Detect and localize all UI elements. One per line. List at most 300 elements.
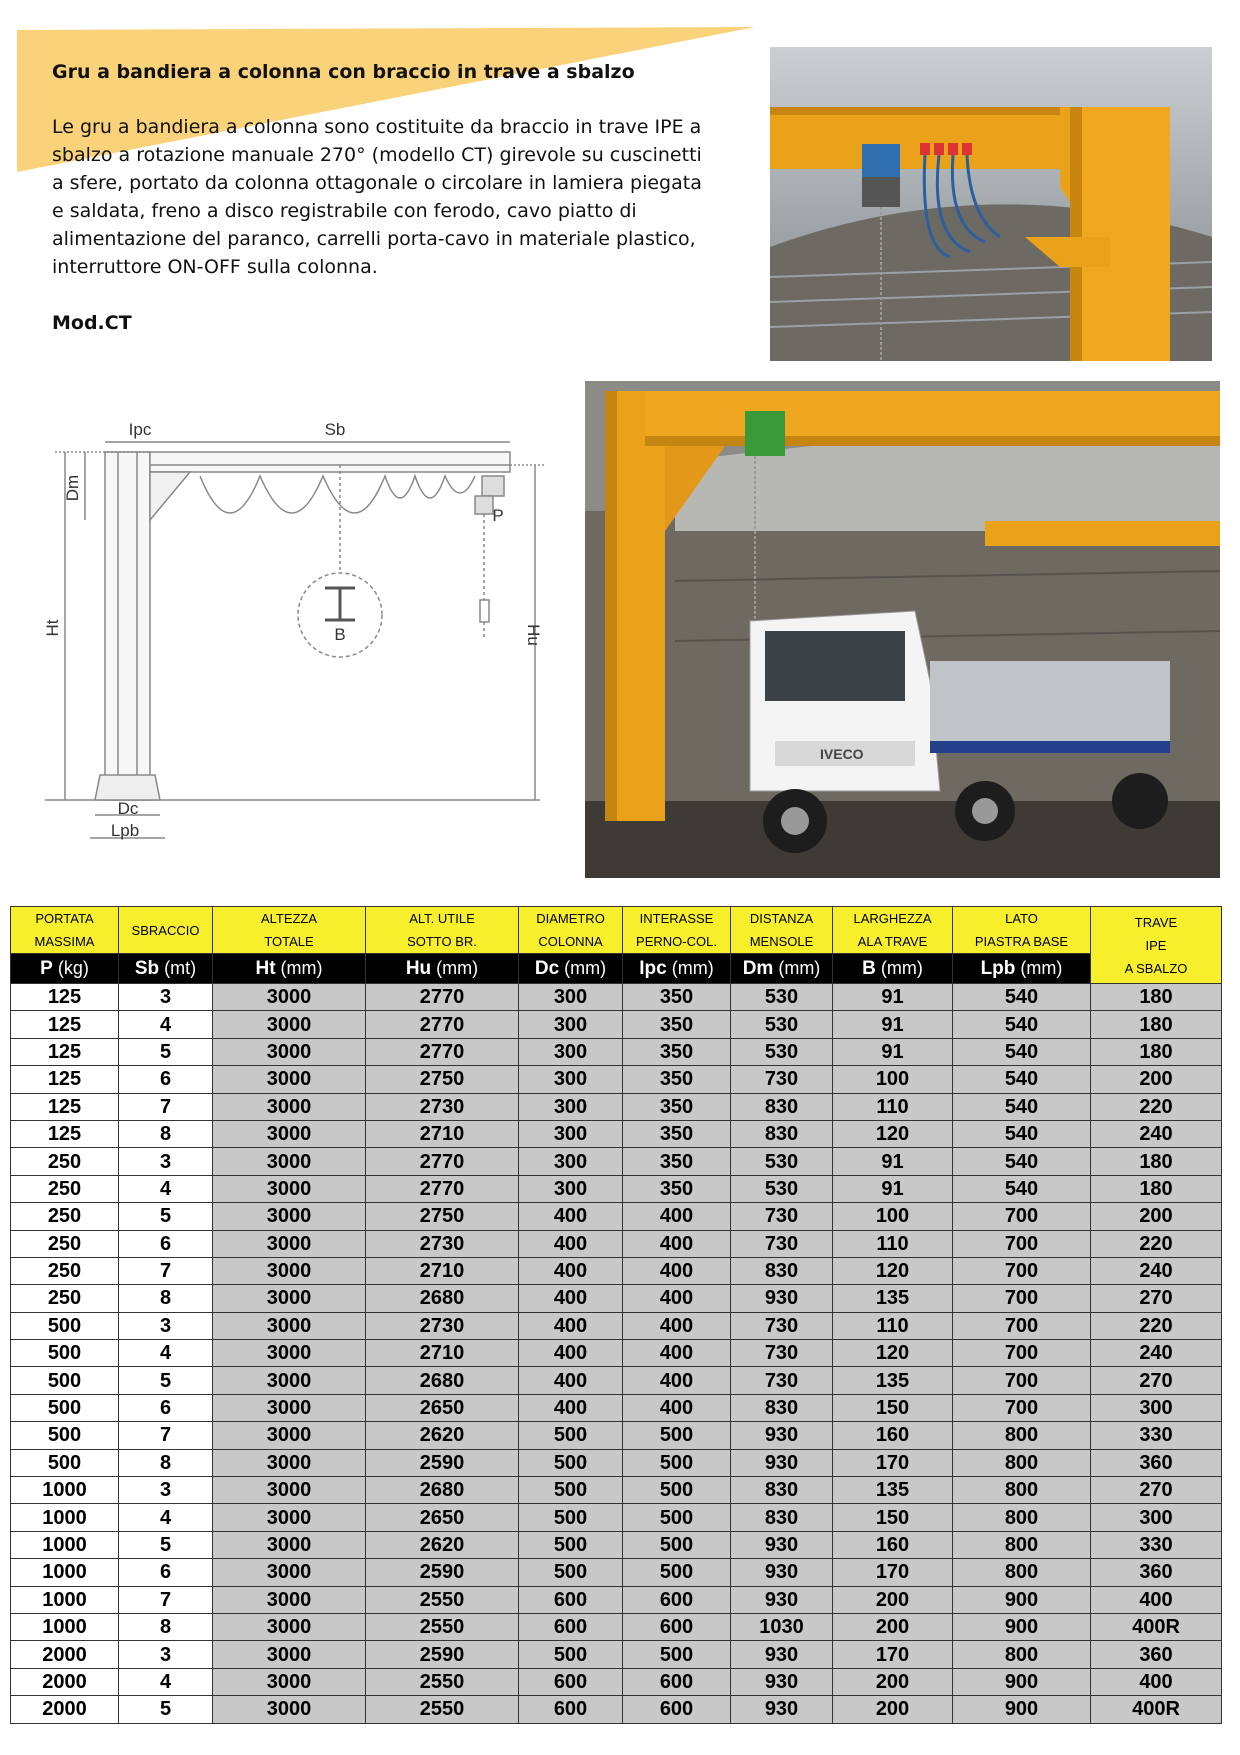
table-cell: 3000 [213, 1285, 366, 1312]
table-cell: 125 [11, 1093, 119, 1120]
table-cell: 1030 [731, 1613, 833, 1640]
table-cell: 3000 [213, 1175, 366, 1202]
table-cell: 100 [833, 1066, 953, 1093]
table-cell: 350 [623, 1148, 731, 1175]
table-cell: 3000 [213, 1696, 366, 1723]
table-cell: 400 [623, 1340, 731, 1367]
table-cell: 300 [519, 1038, 623, 1065]
table-cell: 930 [731, 1422, 833, 1449]
table-row [11, 1504, 1222, 1531]
table-cell: 100 [833, 1203, 953, 1230]
table-cell: 830 [731, 1394, 833, 1421]
table-cell: 500 [519, 1477, 623, 1504]
table-cell: 270 [1091, 1367, 1222, 1394]
table-row [11, 1613, 1222, 1640]
table-cell: 540 [953, 1148, 1091, 1175]
table-cell: 930 [731, 1449, 833, 1476]
table-cell: 2730 [366, 1230, 519, 1257]
table-cell: 270 [1091, 1285, 1222, 1312]
table-cell: 3000 [213, 1504, 366, 1531]
table-cell: 530 [731, 1148, 833, 1175]
table-cell: 800 [953, 1422, 1091, 1449]
table-cell: 240 [1091, 1257, 1222, 1284]
table-cell: 700 [953, 1312, 1091, 1339]
table-cell: 250 [11, 1230, 119, 1257]
table-cell: 3000 [213, 984, 366, 1011]
table-cell: 3000 [213, 1203, 366, 1230]
table-cell: 2650 [366, 1504, 519, 1531]
table-cell: 170 [833, 1449, 953, 1476]
table-cell: 5 [119, 1367, 213, 1394]
table-cell: 91 [833, 1148, 953, 1175]
table-row [11, 1257, 1222, 1284]
table-cell: 3 [119, 1641, 213, 1668]
table-cell: 110 [833, 1093, 953, 1120]
table-cell: 1000 [11, 1504, 119, 1531]
table-cell: 540 [953, 984, 1091, 1011]
table-cell: 700 [953, 1230, 1091, 1257]
table-cell: 400 [1091, 1586, 1222, 1613]
table-cell: 200 [833, 1696, 953, 1723]
table-cell: 240 [1091, 1120, 1222, 1147]
table-cell: 7 [119, 1257, 213, 1284]
table-cell: 3000 [213, 1148, 366, 1175]
table-cell: 400 [519, 1203, 623, 1230]
table-cell: 600 [623, 1696, 731, 1723]
table-cell: 930 [731, 1531, 833, 1558]
table-cell: 150 [833, 1504, 953, 1531]
table-row [11, 1422, 1222, 1449]
table-cell: 180 [1091, 1011, 1222, 1038]
table-cell: 2710 [366, 1120, 519, 1147]
table-cell: 180 [1091, 1148, 1222, 1175]
table-row [11, 1340, 1222, 1367]
table-cell: 600 [519, 1696, 623, 1723]
col-header-altezza: ALTEZZA TOTALE [213, 907, 366, 954]
table-cell: 3000 [213, 1559, 366, 1586]
table-row [11, 1203, 1222, 1230]
table-cell: 930 [731, 1668, 833, 1695]
table-row [11, 1531, 1222, 1558]
table-cell: 350 [623, 1093, 731, 1120]
label-ht: Ht [43, 619, 62, 637]
table-cell: 800 [953, 1641, 1091, 1668]
table-cell: 400 [623, 1285, 731, 1312]
table-cell: 1000 [11, 1531, 119, 1558]
table-cell: 300 [1091, 1504, 1222, 1531]
table-row [11, 1011, 1222, 1038]
table-cell: 300 [519, 1093, 623, 1120]
table-cell: 330 [1091, 1531, 1222, 1558]
table-cell: 300 [519, 1148, 623, 1175]
col-header-interasse: INTERASSE PERNO-COL. [623, 907, 731, 954]
table-cell: 3000 [213, 1011, 366, 1038]
table-cell: 730 [731, 1367, 833, 1394]
table-cell: 400 [623, 1394, 731, 1421]
table-cell: 180 [1091, 1175, 1222, 1202]
table-cell: 170 [833, 1641, 953, 1668]
table-cell: 700 [953, 1367, 1091, 1394]
table-cell: 500 [519, 1504, 623, 1531]
table-cell: 120 [833, 1120, 953, 1147]
table-cell: 350 [623, 1175, 731, 1202]
table-cell: 2590 [366, 1449, 519, 1476]
table-row [11, 1668, 1222, 1695]
table-cell: 730 [731, 1203, 833, 1230]
table-cell: 540 [953, 1120, 1091, 1147]
table-cell: 2550 [366, 1586, 519, 1613]
table-cell: 3 [119, 1312, 213, 1339]
table-cell: 500 [11, 1449, 119, 1476]
table-cell: 2000 [11, 1641, 119, 1668]
label-p: P [492, 506, 504, 525]
table-row [11, 1230, 1222, 1257]
crane-technical-diagram [40, 410, 560, 850]
table-cell: 500 [11, 1340, 119, 1367]
table-cell: 350 [623, 1038, 731, 1065]
table-cell: 700 [953, 1394, 1091, 1421]
table-cell: 500 [623, 1641, 731, 1668]
table-cell: 135 [833, 1477, 953, 1504]
table-cell: 3000 [213, 1394, 366, 1421]
table-cell: 1000 [11, 1477, 119, 1504]
table-cell: 200 [833, 1613, 953, 1640]
table-cell: 730 [731, 1066, 833, 1093]
table-cell: 2680 [366, 1285, 519, 1312]
table-cell: 4 [119, 1668, 213, 1695]
table-cell: 3000 [213, 1641, 366, 1668]
table-cell: 600 [519, 1586, 623, 1613]
table-row [11, 1312, 1222, 1339]
table-cell: 2770 [366, 984, 519, 1011]
table-cell: 530 [731, 984, 833, 1011]
table-cell: 2620 [366, 1531, 519, 1558]
table-cell: 2000 [11, 1668, 119, 1695]
table-cell: 400 [623, 1312, 731, 1339]
label-sb: Sb [324, 420, 346, 439]
table-cell: 170 [833, 1559, 953, 1586]
table-cell: 900 [953, 1586, 1091, 1613]
table-cell: 2680 [366, 1367, 519, 1394]
table-cell: 500 [519, 1559, 623, 1586]
table-cell: 2730 [366, 1093, 519, 1120]
header-row-symbols [11, 954, 1222, 984]
table-cell: 3000 [213, 1120, 366, 1147]
table-cell: 8 [119, 1613, 213, 1640]
header-row-labels [11, 907, 1222, 954]
table-cell: 250 [11, 1203, 119, 1230]
crane-truck-photo [585, 381, 1220, 878]
table-cell: 120 [833, 1340, 953, 1367]
table-cell: 3000 [213, 1613, 366, 1640]
table-cell: 350 [623, 1066, 731, 1093]
table-cell: 91 [833, 1038, 953, 1065]
table-cell: 91 [833, 1175, 953, 1202]
table-cell: 600 [519, 1613, 623, 1640]
table-cell: 110 [833, 1230, 953, 1257]
table-cell: 120 [833, 1257, 953, 1284]
intro-section [52, 58, 712, 337]
table-cell: 400 [623, 1367, 731, 1394]
table-row [11, 1038, 1222, 1065]
table-cell: 800 [953, 1531, 1091, 1558]
table-cell: 7 [119, 1093, 213, 1120]
table-cell: 730 [731, 1230, 833, 1257]
table-cell: 3 [119, 984, 213, 1011]
col-header-alt-utile: ALT. UTILE SOTTO BR. [366, 907, 519, 954]
table-cell: 3000 [213, 1312, 366, 1339]
label-hu: Hu [524, 624, 543, 646]
table-cell: 5 [119, 1696, 213, 1723]
table-cell: 500 [623, 1449, 731, 1476]
col-symbol-hu: Hu (mm) [366, 954, 519, 984]
col-header-lato: LATO PIASTRA BASE [953, 907, 1091, 954]
table-cell: 125 [11, 1038, 119, 1065]
table-cell: 700 [953, 1203, 1091, 1230]
table-cell: 8 [119, 1449, 213, 1476]
table-cell: 2710 [366, 1340, 519, 1367]
col-header-distanza: DISTANZA MENSOLE [731, 907, 833, 954]
table-cell: 830 [731, 1477, 833, 1504]
table-cell: 900 [953, 1668, 1091, 1695]
table-cell: 400 [1091, 1668, 1222, 1695]
table-cell: 800 [953, 1477, 1091, 1504]
table-row [11, 1066, 1222, 1093]
table-cell: 900 [953, 1613, 1091, 1640]
table-cell: 220 [1091, 1230, 1222, 1257]
table-cell: 3000 [213, 1340, 366, 1367]
table-cell: 500 [623, 1531, 731, 1558]
table-cell: 3000 [213, 1668, 366, 1695]
table-cell: 2650 [366, 1394, 519, 1421]
table-cell: 930 [731, 1641, 833, 1668]
table-cell: 530 [731, 1011, 833, 1038]
table-cell: 800 [953, 1504, 1091, 1531]
table-cell: 830 [731, 1093, 833, 1120]
table-cell: 350 [623, 1011, 731, 1038]
table-cell: 500 [11, 1367, 119, 1394]
table-cell: 400 [519, 1285, 623, 1312]
table-cell: 160 [833, 1422, 953, 1449]
col-header-diametro: DIAMETRO COLONNA [519, 907, 623, 954]
table-cell: 330 [1091, 1422, 1222, 1449]
table-cell: 3000 [213, 1230, 366, 1257]
table-cell: 125 [11, 1066, 119, 1093]
table-cell: 350 [623, 984, 731, 1011]
col-header-sbraccio: SBRACCIO [119, 907, 213, 954]
table-cell: 220 [1091, 1093, 1222, 1120]
table-cell: 250 [11, 1148, 119, 1175]
table-cell: 830 [731, 1120, 833, 1147]
table-row [11, 1641, 1222, 1668]
table-cell: 2620 [366, 1422, 519, 1449]
table-cell: 3000 [213, 1531, 366, 1558]
specs-table-container [10, 906, 1221, 1724]
table-cell: 600 [623, 1613, 731, 1640]
table-cell: 500 [623, 1422, 731, 1449]
table-cell: 3000 [213, 1367, 366, 1394]
table-cell: 125 [11, 1011, 119, 1038]
table-cell: 830 [731, 1504, 833, 1531]
table-cell: 400 [519, 1230, 623, 1257]
table-cell: 125 [11, 1120, 119, 1147]
table-cell: 2730 [366, 1312, 519, 1339]
table-cell: 530 [731, 1038, 833, 1065]
table-cell: 2550 [366, 1613, 519, 1640]
table-cell: 3000 [213, 1449, 366, 1476]
table-cell: 930 [731, 1285, 833, 1312]
table-cell: 4 [119, 1504, 213, 1531]
table-cell: 270 [1091, 1477, 1222, 1504]
table-cell: 3000 [213, 1093, 366, 1120]
table-cell: 900 [953, 1696, 1091, 1723]
col-symbol-ht: Ht (mm) [213, 954, 366, 984]
crane-arm-photo [770, 47, 1212, 361]
table-cell: 600 [519, 1668, 623, 1695]
table-row [11, 1586, 1222, 1613]
table-cell: 400 [519, 1394, 623, 1421]
description-paragraph: Le gru a bandiera a colonna sono costituite da braccio in trave IPE a sbalzo a rotazione manuale 270° (modello CT) girevole su cuscinetti a sfere, portato da colonna ottagonale o circolare in lamiera piegata e saldata, freno a disco registrabile con ferodo, cavo piatto di alimentazione del paranco, carrelli porta-cavo in materiale plastico, interruttore ON-OFF sulla colonna. [52, 116, 702, 278]
table-cell: 91 [833, 1011, 953, 1038]
table-cell: 8 [119, 1285, 213, 1312]
table-cell: 240 [1091, 1340, 1222, 1367]
table-cell: 3000 [213, 1422, 366, 1449]
table-cell: 400 [623, 1203, 731, 1230]
table-cell: 200 [1091, 1203, 1222, 1230]
col-header-portata: PORTATA MASSIMA [11, 907, 119, 954]
table-cell: 2770 [366, 1175, 519, 1202]
table-cell: 200 [833, 1586, 953, 1613]
table-cell: 135 [833, 1285, 953, 1312]
table-cell: 500 [623, 1477, 731, 1504]
table-row [11, 984, 1222, 1011]
table-cell: 3000 [213, 1477, 366, 1504]
col-symbol-lpb: Lpb (mm) [953, 954, 1091, 984]
table-cell: 5 [119, 1531, 213, 1558]
table-cell: 500 [623, 1504, 731, 1531]
table-cell: 700 [953, 1285, 1091, 1312]
col-symbol-sb: Sb (mt) [119, 954, 213, 984]
table-cell: 150 [833, 1394, 953, 1421]
table-cell: 500 [11, 1422, 119, 1449]
table-cell: 930 [731, 1696, 833, 1723]
table-cell: 400 [519, 1312, 623, 1339]
table-row [11, 1285, 1222, 1312]
label-lpb: Lpb [110, 821, 140, 840]
col-symbol-p: P (kg) [11, 954, 119, 984]
table-cell: 730 [731, 1312, 833, 1339]
table-cell: 700 [953, 1257, 1091, 1284]
label-dm: Dm [63, 474, 82, 502]
specs-table-body [11, 984, 1222, 1724]
table-cell: 300 [519, 1011, 623, 1038]
table-cell: 540 [953, 1175, 1091, 1202]
table-cell: 2590 [366, 1641, 519, 1668]
table-cell: 2550 [366, 1696, 519, 1723]
table-cell: 4 [119, 1175, 213, 1202]
table-cell: 91 [833, 984, 953, 1011]
table-cell: 6 [119, 1394, 213, 1421]
table-cell: 400 [519, 1367, 623, 1394]
label-ipc: Ipc [128, 420, 152, 439]
table-cell: 400 [519, 1257, 623, 1284]
table-cell: 2550 [366, 1668, 519, 1695]
table-cell: 400 [623, 1257, 731, 1284]
table-cell: 135 [833, 1367, 953, 1394]
table-cell: 1000 [11, 1559, 119, 1586]
table-cell: 500 [519, 1641, 623, 1668]
table-cell: 2000 [11, 1696, 119, 1723]
table-cell: 160 [833, 1531, 953, 1558]
table-row [11, 1093, 1222, 1120]
table-cell: 2680 [366, 1477, 519, 1504]
table-cell: 700 [953, 1340, 1091, 1367]
table-cell: 500 [519, 1422, 623, 1449]
col-header-larghezza: LARGHEZZA ALA TRAVE [833, 907, 953, 954]
table-cell: 540 [953, 1093, 1091, 1120]
table-cell: 360 [1091, 1641, 1222, 1668]
table-cell: 125 [11, 984, 119, 1011]
table-cell: 930 [731, 1559, 833, 1586]
table-cell: 2770 [366, 1038, 519, 1065]
table-cell: 2590 [366, 1559, 519, 1586]
table-row [11, 1394, 1222, 1421]
table-cell: 300 [519, 1175, 623, 1202]
table-row [11, 1477, 1222, 1504]
table-cell: 4 [119, 1340, 213, 1367]
table-row [11, 1175, 1222, 1202]
table-cell: 200 [1091, 1066, 1222, 1093]
table-cell: 600 [623, 1586, 731, 1613]
table-cell: 7 [119, 1586, 213, 1613]
table-cell: 3000 [213, 1586, 366, 1613]
table-cell: 400R [1091, 1696, 1222, 1723]
table-cell: 180 [1091, 1038, 1222, 1065]
table-cell: 3 [119, 1477, 213, 1504]
table-cell: 6 [119, 1066, 213, 1093]
table-cell: 200 [833, 1668, 953, 1695]
table-cell: 6 [119, 1230, 213, 1257]
table-cell: 250 [11, 1257, 119, 1284]
table-row [11, 1449, 1222, 1476]
table-cell: 360 [1091, 1559, 1222, 1586]
table-cell: 3000 [213, 1038, 366, 1065]
table-cell: 400 [623, 1230, 731, 1257]
table-cell: 1000 [11, 1586, 119, 1613]
col-symbol-ipc: Ipc (mm) [623, 954, 731, 984]
table-cell: 4 [119, 1011, 213, 1038]
table-cell: 3 [119, 1148, 213, 1175]
table-cell: 500 [519, 1449, 623, 1476]
col-symbol-b: B (mm) [833, 954, 953, 984]
table-row [11, 1120, 1222, 1147]
specs-table [10, 906, 1222, 1724]
table-cell: 2710 [366, 1257, 519, 1284]
col-header-trave: TRAVE IPE A SBALZO [1091, 907, 1222, 984]
table-cell: 800 [953, 1449, 1091, 1476]
table-cell: 540 [953, 1038, 1091, 1065]
col-symbol-dm: Dm (mm) [731, 954, 833, 984]
table-cell: 800 [953, 1559, 1091, 1586]
table-cell: 360 [1091, 1449, 1222, 1476]
label-dc: Dc [117, 799, 139, 818]
table-cell: 220 [1091, 1312, 1222, 1339]
table-cell: 7 [119, 1422, 213, 1449]
table-cell: 300 [519, 1066, 623, 1093]
table-cell: 600 [623, 1668, 731, 1695]
model-label: Mod.CT [52, 312, 132, 334]
table-cell: 400R [1091, 1613, 1222, 1640]
